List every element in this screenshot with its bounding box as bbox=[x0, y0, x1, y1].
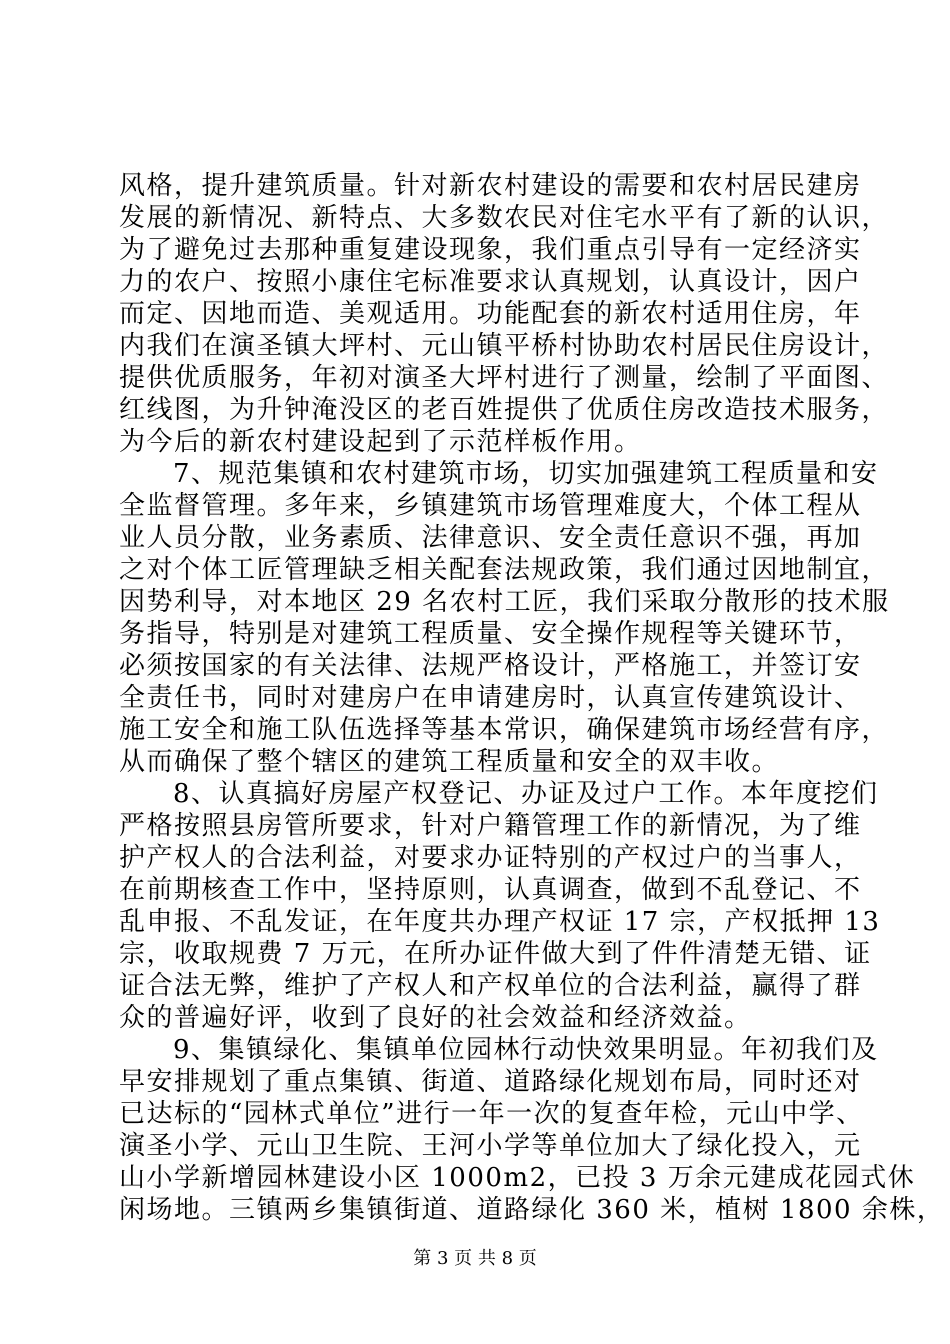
text-line: 提供优质服务，年初对演圣大坪村进行了测量，绘制了平面图、 bbox=[119, 363, 890, 393]
text-line: 宗，收取规费 7 万元，在所办证件做大到了件件清楚无错、证 bbox=[119, 939, 872, 969]
text-line: 乱申报、不乱发证，在年度共办理产权证 17 宗，产权抵押 13 bbox=[119, 907, 881, 937]
text-line: 在前期核查工作中，坚持原则，认真调查，做到不乱登记、不 bbox=[119, 875, 862, 905]
text-line: 务指导，特别是对建筑工程质量、安全操作规程等关键环节， bbox=[119, 619, 862, 649]
text-line: 众的普遍好评，收到了良好的社会效益和经济效益。 bbox=[119, 1003, 752, 1033]
text-line: 因势利导，对本地区 29 名农村工匠，我们采取分散形的技术服 bbox=[119, 587, 890, 617]
text-line: 风格，提升建筑质量。针对新农村建设的需要和农村居民建房 bbox=[119, 171, 862, 201]
text-line: 山小学新增园林建设小区 1000m2，已投 3 万余元建成花园式休 bbox=[119, 1163, 916, 1193]
text-line: 闲场地。三镇两乡集镇街道、道路绿化 360 米，植树 1800 余株， bbox=[119, 1195, 945, 1225]
document-body bbox=[119, 170, 945, 1226]
text-line: 早安排规划了重点集镇、街道、道路绿化规划布局，同时还对 bbox=[119, 1067, 862, 1097]
text-line: 必须按国家的有关法律、法规严格设计，严格施工，并签订安 bbox=[119, 651, 862, 681]
text-line: 发展的新情况、新特点、大多数农民对住宅水平有了新的认识， bbox=[119, 203, 890, 233]
text-line: 施工安全和施工队伍选择等基本常识，确保建筑市场经营有序， bbox=[119, 715, 890, 745]
text-line: 从而确保了整个辖区的建筑工程质量和安全的双丰收。 bbox=[119, 747, 780, 777]
text-line: 护产权人的合法利益，对要求办证特别的产权过户的当事人， bbox=[119, 843, 862, 873]
text-line: 红线图，为升钟淹没区的老百姓提供了优质住房改造技术服务， bbox=[119, 395, 890, 425]
text-line: 全监督管理。多年来，乡镇建筑市场管理难度大，个体工程从 bbox=[119, 491, 862, 521]
text-line: 业人员分散，业务素质、法律意识、安全责任意识不强，再加 bbox=[119, 523, 862, 553]
text-line: 而定、因地而造、美观适用。功能配套的新农村适用住房，年 bbox=[119, 299, 862, 329]
text-line: 已达标的“园林式单位”进行一年一次的复查年检，元山中学、 bbox=[119, 1099, 864, 1129]
text-line: 为今后的新农村建设起到了示范样板作用。 bbox=[119, 427, 642, 457]
text-line: 演圣小学、元山卫生院、王河小学等单位加大了绿化投入，元 bbox=[119, 1131, 862, 1161]
paragraph-start-line: 8、认真搞好房屋产权登记、办证及过户工作。本年度挖们 bbox=[173, 779, 879, 809]
text-line: 全责任书，同时对建房户在申请建房时，认真宣传建筑设计、 bbox=[119, 683, 862, 713]
text-line: 之对个体工匠管理缺乏相关配套法规政策，我们通过因地制宜， bbox=[119, 555, 890, 585]
paragraph-start-line: 7、规范集镇和农村建筑市场，切实加强建筑工程质量和安 bbox=[173, 459, 879, 489]
text-line: 证合法无弊，维护了产权人和产权单位的合法利益，赢得了群 bbox=[119, 971, 862, 1001]
text-line: 严格按照县房管所要求，针对户籍管理工作的新情况，为了维 bbox=[119, 811, 862, 841]
paragraph-start-line: 9、集镇绿化、集镇单位园林行动快效果明显。年初我们及 bbox=[173, 1035, 879, 1065]
text-line: 内我们在演圣镇大坪村、元山镇平桥村协助农村居民住房设计， bbox=[119, 331, 890, 361]
page-number-footer: 第 3 页 共 8 页 bbox=[413, 1248, 537, 1269]
text-line: 力的农户、按照小康住宅标准要求认真规划，认真设计，因户 bbox=[119, 267, 862, 297]
text-line: 为了避免过去那种重复建设现象，我们重点引导有一定经济实 bbox=[119, 235, 862, 265]
